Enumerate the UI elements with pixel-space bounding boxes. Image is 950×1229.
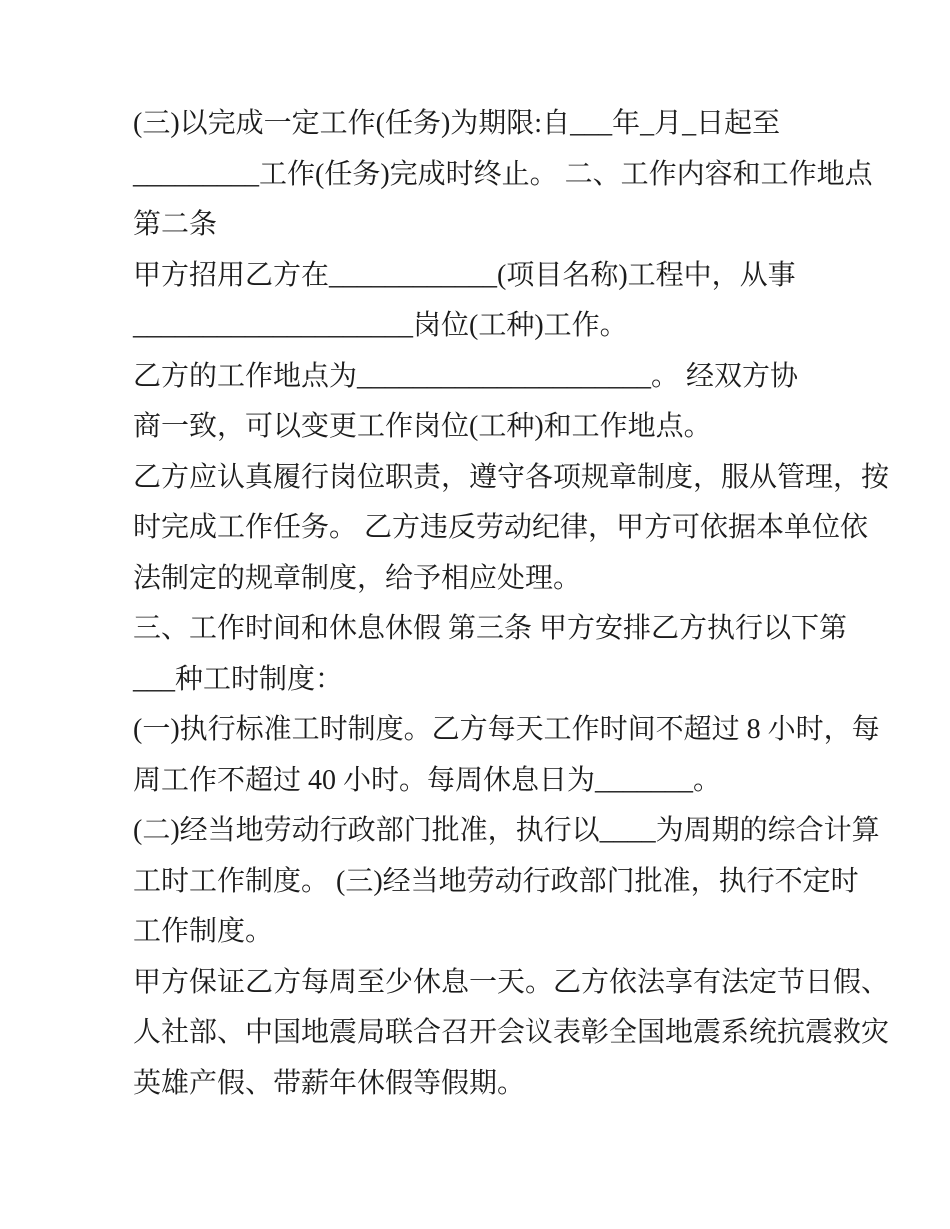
document-line: 工时工作制度。 (三)经当地劳动行政部门批准，执行不定时 xyxy=(133,865,859,897)
document-line: 时完成工作任务。 乙方违反劳动纪律，甲方可依据本单位依 xyxy=(133,512,869,543)
document-line: 甲方保证乙方每周至少休息一天。乙方依法享有法定节日假、 xyxy=(133,966,890,998)
document-line: ___种工时制度： xyxy=(133,663,344,695)
document-line: _________工作(任务)完成时终止。 二、工作内容和工作地点 xyxy=(133,158,873,190)
document-line: (三)以完成一定工作(任务)为期限:自___年_月_日起至 xyxy=(133,108,781,139)
document-line: 工作制度。 xyxy=(133,916,274,947)
document-line: 第二条 xyxy=(133,209,218,240)
document-line: 三、工作时间和休息休假 第三条 甲方安排乙方执行以下第 xyxy=(133,613,848,644)
document-line: 乙方应认真履行岗位职责，遵守各项规章制度，服从管理，按 xyxy=(133,461,890,493)
document-line: 法制定的规章制度，给予相应处理。 xyxy=(133,562,582,594)
document-line: 周工作不超过 40 小时。每周休息日为_______。 xyxy=(133,764,722,796)
document-line: 商一致，可以变更工作岗位(工种)和工作地点。 xyxy=(133,411,712,442)
document-line: ____________________岗位(工种)工作。 xyxy=(133,310,628,341)
document-line: 英雄产假、带薪年休假等假期。 xyxy=(133,1067,526,1099)
document-line: 乙方的工作地点为_____________________。 经双方协 xyxy=(133,360,799,392)
document-line: (二)经当地劳动行政部门批准，执行以____为周期的综合计算 xyxy=(133,815,880,846)
document-text-block xyxy=(133,99,890,1109)
document-line: 甲方招用乙方在____________(项目名称)工程中，从事 xyxy=(133,259,796,291)
document-line: 人社部、中国地震局联合召开会议表彰全国地震系统抗震救灾 xyxy=(133,1017,890,1048)
document-line: (一)执行标准工时制度。乙方每天工作时间不超过 8 小时，每 xyxy=(133,714,880,745)
